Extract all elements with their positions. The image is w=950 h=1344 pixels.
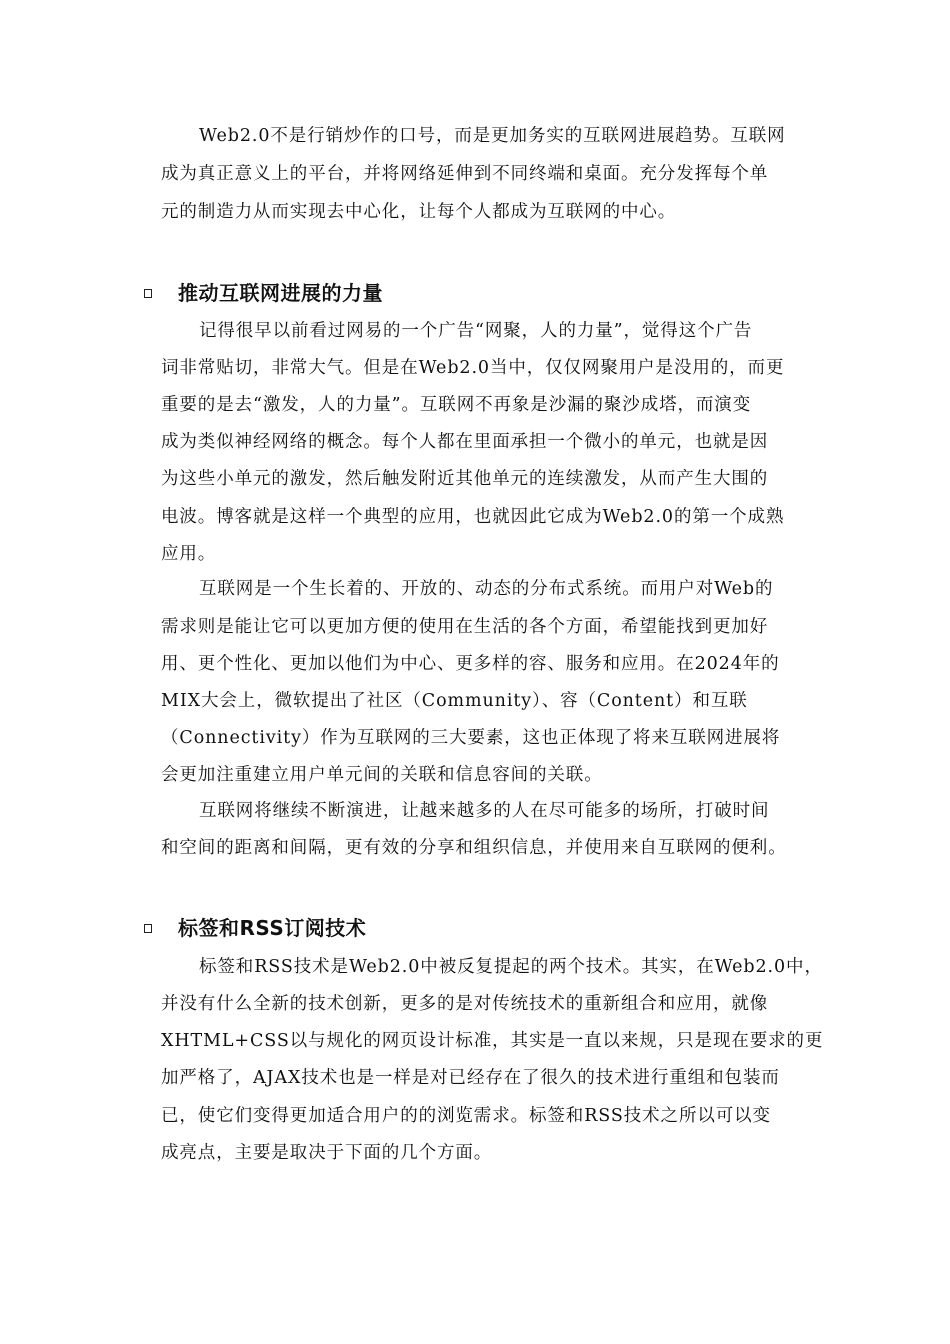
text-line: 成为真正意义上的平台，并将网络延伸到不同终端和桌面。充分发挥每个单	[161, 164, 769, 184]
text-line: Web2.0不是行销炒作的口号，而是更加务实的互联网进展趋势。互联网	[199, 126, 786, 146]
text-line: 会更加注重建立用户单元间的关联和信息容间的关联。	[161, 765, 603, 785]
text-line: 用、更个性化、更加以他们为中心、更多样的容、服务和应用。在2024年的	[161, 654, 780, 674]
text-line: 电波。博客就是这样一个典型的应用，也就因此它成为Web2.0的第一个成熟	[161, 507, 785, 527]
text-line: 加严格了，AJAX技术也是一样是对已经存在了很久的技术进行重组和包装而	[161, 1068, 780, 1088]
text-line: 成亮点，主要是取决于下面的几个方面。	[161, 1143, 493, 1163]
text-line: 记得很早以前看过网易的一个广告“网聚，人的力量”，觉得这个广告	[199, 321, 753, 341]
text-line: 应用。	[161, 544, 217, 564]
text-line: 重要的是去“激发，人的力量”。互联网不再象是沙漏的聚沙成塔，而演变	[161, 395, 752, 415]
text-line: 互联网将继续不断演进，让越来越多的人在尽可能多的场所，打破时间	[199, 801, 770, 821]
text-line: 互联网是一个生长着的、开放的、动态的分布式系统。而用户对Web的	[199, 579, 774, 599]
text-line: （Connectivity）作为互联网的三大要素，这也正体现了将来互联网进展将	[161, 728, 781, 748]
text-line: 元的制造力从而实现去中心化，让每个人都成为互联网的中心。	[161, 202, 677, 222]
square-bullet-icon	[144, 924, 152, 933]
section-heading: 标签和RSS订阅技术	[178, 916, 367, 940]
text-line: 成为类似神经网络的概念。每个人都在里面承担一个微小的单元，也就是因	[161, 432, 769, 452]
text-line: 标签和RSS技术是Web2.0中被反复提起的两个技术。其实，在Web2.0中，	[199, 957, 823, 977]
text-line: XHTML+CSS以与规化的网页设计标准，其实是一直以来规，只是现在要求的更	[161, 1031, 824, 1051]
text-line: 为这些小单元的激发，然后触发附近其他单元的连续激发，从而产生大围的	[161, 469, 769, 489]
square-bullet-icon	[144, 289, 152, 298]
text-line: MIX大会上，微软提出了社区（Community）、容（Content）和互联	[161, 691, 748, 711]
text-line: 已，使它们变得更加适合用户的的浏览需求。标签和RSS技术之所以可以变	[161, 1106, 771, 1126]
text-line: 词非常贴切，非常大气。但是在Web2.0当中，仅仅网聚用户是没用的，而更	[161, 358, 785, 378]
text-line: 需求则是能让它可以更加方便的使用在生活的各个方面，希望能找到更加好	[161, 617, 769, 637]
text-line: 并没有什么全新的技术创新，更多的是对传统技术的重新组合和应用，就像	[161, 994, 769, 1014]
text-line: 和空间的距离和间隔，更有效的分享和组织信息，并使用来自互联网的便利。	[161, 838, 787, 858]
section-heading: 推动互联网进展的力量	[178, 281, 383, 305]
